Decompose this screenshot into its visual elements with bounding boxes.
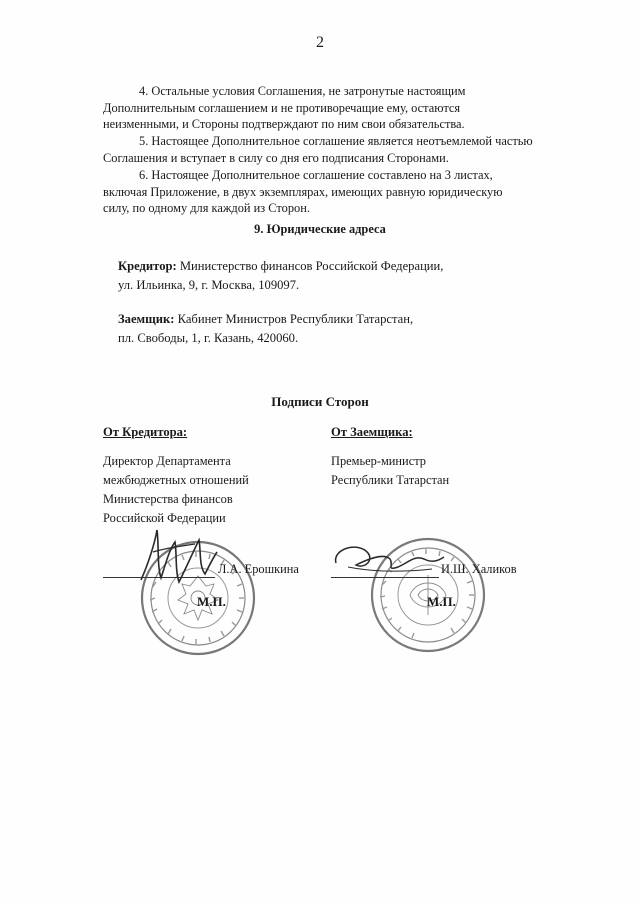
creditor-name: Министерство финансов Российской Федерации, <box>176 259 444 273</box>
creditor-signature <box>135 522 225 592</box>
title-line: Российской Федерации <box>103 511 226 525</box>
addresses-heading: 9. Юридические адреса <box>254 222 386 236</box>
title-line: межбюджетных отношений <box>103 473 249 487</box>
title-line: Премьер-министр <box>331 454 426 468</box>
borrower-signer-title <box>331 452 449 490</box>
page-number: 2 <box>316 34 324 51</box>
borrower-address: пл. Свободы, 1, г. Казань, 420060. <box>118 331 299 345</box>
paragraph-line: Соглашения и вступает в силу со дня его подписания Сторонами. <box>103 150 449 165</box>
borrower-seal-label: М.П. <box>427 594 456 609</box>
title-line: Республики Татарстан <box>331 473 450 487</box>
paragraph-line: силу, по одному для каждой из Сторон. <box>103 201 310 215</box>
paragraph-5 <box>103 133 553 166</box>
paragraph-4 <box>103 83 553 133</box>
creditor-signer-name: Л.А. Ерошкина <box>218 562 299 576</box>
borrower-address-block <box>118 310 518 348</box>
signatures-heading: Подписи Сторон <box>271 394 369 409</box>
paragraph-6 <box>103 167 553 217</box>
paragraph-line: Дополнительным соглашением и не противоречащие ему, остаются <box>103 100 461 115</box>
paragraph-line: 6. Настоящее Дополнительное соглашение составлено на 3 листах, <box>139 168 493 182</box>
borrower-signer-name: И.Ш. Халиков <box>441 562 517 576</box>
creditor-signer-title <box>103 452 249 528</box>
paragraph-line: 4. Остальные условия Соглашения, не затронутые настоящим <box>139 84 466 98</box>
creditor-party-heading: От Кредитора: <box>103 425 188 439</box>
borrower-name: Кабинет Министров Республики Татарстан, <box>174 312 414 326</box>
creditor-label: Кредитор: <box>118 259 177 273</box>
creditor-address: ул. Ильинка, 9, г. Москва, 109097. <box>118 278 300 292</box>
borrower-party-heading: От Заемщика: <box>331 425 413 439</box>
borrower-label: Заемщик: <box>118 312 175 326</box>
borrower-signature <box>328 535 448 585</box>
creditor-address-block <box>118 257 518 295</box>
paragraph-line: 5. Настоящее Дополнительное соглашение является неотъемлемой частью <box>139 134 533 148</box>
paragraph-line: неизменными, и Стороны подтверждают по ним свои обязательства. <box>103 117 465 131</box>
creditor-seal-label: М.П. <box>197 594 226 609</box>
paragraph-line: включая Приложение, в двух экземплярах, имеющих равную юридическую <box>103 184 503 199</box>
title-line: Директор Департамента <box>103 454 231 468</box>
title-line: Министерства финансов <box>103 492 233 506</box>
